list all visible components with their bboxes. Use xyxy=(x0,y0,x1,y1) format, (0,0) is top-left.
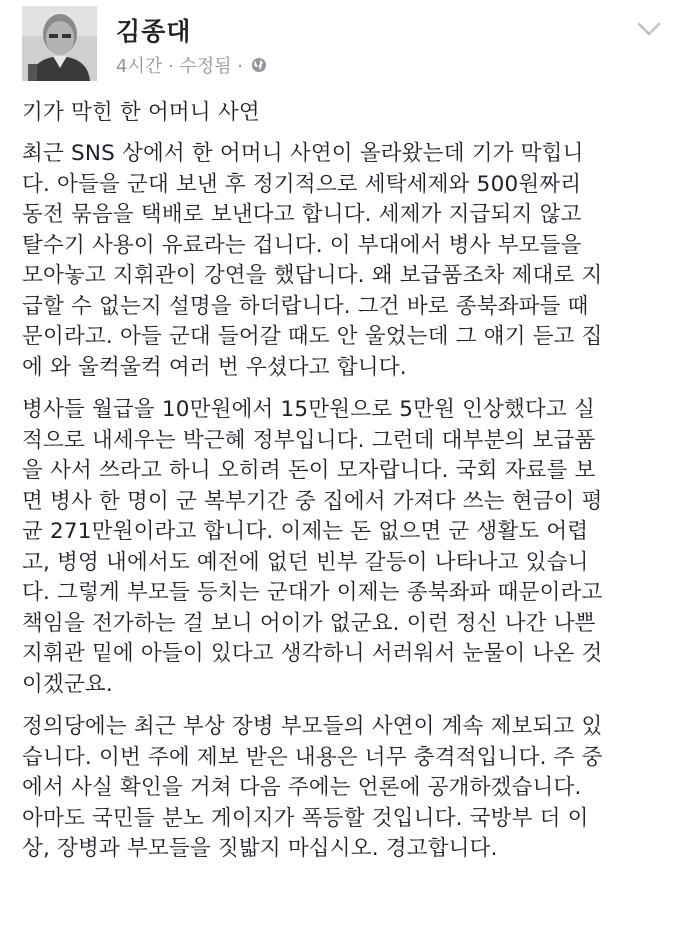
text-line: 습니다. 이번 주에 제보 받은 내용은 너무 충격적입니다. 주 중 xyxy=(22,744,603,770)
text-line: 을 사서 쓰라고 하니 오히려 돈이 모자랍니다. 국회 자료를 보 xyxy=(22,458,596,483)
text-line: 적으로 내세우는 박근혜 정부입니다. 그런데 대부분의 보급품 xyxy=(22,427,596,453)
post-paragraphs xyxy=(22,139,662,865)
text-line: 탈수기 사용이 유료라는 겁니다. 이 부대에서 병사 부모들을 xyxy=(22,232,582,258)
text-line: 상, 장병과 부모들을 짓밟지 마십시오. 경고합니다. xyxy=(22,836,498,861)
text-line: 정의당에는 최근 부상 장병 부모들의 사연이 계속 제보되고 있 xyxy=(22,714,603,739)
post-meta xyxy=(116,52,267,78)
text-line: 이겠군요. xyxy=(22,671,113,697)
avatar[interactable] xyxy=(22,6,97,81)
text-line: 다. 아들을 군대 보낸 후 정기적으로 세탁세제와 500원짜리 xyxy=(22,171,582,197)
text-line: 급할 수 없는지 설명을 하더랍니다. 그건 바로 종북좌파들 때 xyxy=(22,293,589,319)
text-line: 모아놓고 지휘관이 강연을 했답니다. 왜 보급품조차 제대로 지 xyxy=(22,263,603,288)
text-line: 고, 병영 내에서도 예전에 없던 빈부 갈등이 나타나고 있습니 xyxy=(22,549,589,575)
text-line: 면 병사 한 명이 군 복부기간 중 집에서 가져다 쓰는 현금이 평 xyxy=(22,488,603,514)
text-line: 최근 SNS 상에서 한 어머니 사연이 올라왔는데 기가 막힙니 xyxy=(22,141,584,166)
chevron-down-icon[interactable] xyxy=(636,20,662,38)
text-line: 병사들 월급을 10만원에서 15만원으로 5만원 인상했다고 실 xyxy=(22,397,595,422)
text-line: 다. 그렇게 부모들 등치는 군대가 이제는 종북좌파 때문이라고 xyxy=(22,580,603,605)
post-title: 기가 막힌 한 어머니 사연 xyxy=(22,100,260,125)
text-line: 에서 사실 확인을 거쳐 다음 주에는 언론에 공개하겠습니다. xyxy=(22,775,582,800)
text-line: 동전 묶음을 택배로 보낸다고 합니다. 세제가 지급되지 않고 xyxy=(22,202,582,227)
author-name[interactable]: 김종대 xyxy=(116,17,192,46)
text-line: 균 271만원이라고 합니다. 이제는 돈 없으면 군 생활도 어렵 xyxy=(22,519,589,544)
post-body xyxy=(22,98,662,877)
text-line: 에 와 울컥울컥 여러 번 우셨다고 합니다. xyxy=(22,354,407,380)
post-paragraph xyxy=(22,139,662,383)
text-line: 아마도 국민들 분노 게이지가 폭등할 것입니다. 국방부 더 이 xyxy=(22,805,589,831)
text-line: 지휘관 밑에 아들이 있다고 생각하니 서러워서 눈물이 나온 것 xyxy=(22,641,603,666)
post-paragraph xyxy=(22,712,662,865)
avatar-photo xyxy=(22,6,97,81)
post-header xyxy=(22,6,662,86)
post-paragraph xyxy=(22,395,662,700)
post-timestamp[interactable]: 4시간 · 수정됨 · xyxy=(116,56,244,77)
text-line: 책임을 전가하는 걸 보니 어이가 없군요. 이런 정신 나간 나쁜 xyxy=(22,610,596,636)
text-line: 문이라고. 아들 군대 들어갈 때도 안 울었는데 그 얘기 듣고 집 xyxy=(22,324,603,349)
globe-icon xyxy=(251,57,267,73)
